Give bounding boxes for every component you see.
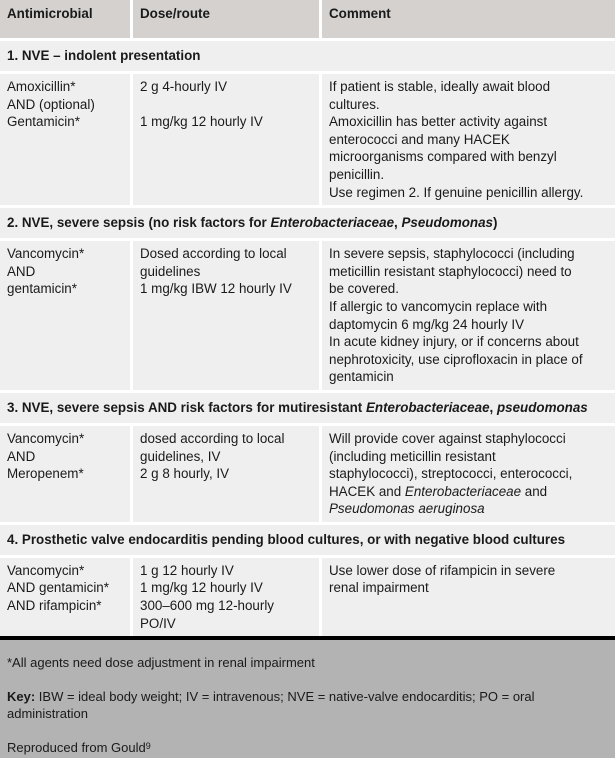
comment-line: Use lower dose of rifampicin in severe bbox=[329, 562, 556, 578]
dose-line: 2 g 4-hourly IV bbox=[140, 79, 228, 94]
comment-line: In severe sepsis, staphylococci (including bbox=[329, 246, 575, 262]
dose-cell bbox=[133, 558, 319, 636]
drug-line: AND gentamicin* bbox=[7, 580, 109, 596]
antimicrobial-cell bbox=[0, 241, 130, 390]
comment-line: enterococci and many HACEK bbox=[329, 131, 510, 147]
drug-line: Vancomycin* bbox=[7, 430, 85, 446]
table-row bbox=[0, 558, 615, 636]
comment-line: meticillin resistant staphylococci) need to bbox=[329, 263, 572, 279]
dose-cell bbox=[133, 426, 319, 522]
dose-line: guidelines bbox=[140, 263, 201, 279]
dose-line: 2 g 8 hourly, IV bbox=[140, 466, 230, 482]
comment-line: If patient is stable, ideally await blood bbox=[329, 79, 551, 94]
comment-line: If allergic to vancomycin replace with bbox=[329, 298, 548, 314]
drug-line: AND bbox=[7, 448, 36, 464]
comment-line: Amoxicillin has better activity against bbox=[329, 114, 548, 130]
drug-line: Gentamicin* bbox=[7, 114, 80, 130]
table-row bbox=[0, 241, 615, 390]
comment-line: Will provide cover against staphylococci bbox=[329, 430, 566, 446]
comment-cell bbox=[322, 74, 615, 205]
comment-line: HACEK and Enterobacteriaceae and bbox=[329, 483, 548, 499]
drug-line: Vancomycin* bbox=[7, 246, 85, 262]
comment-line: daptomycin 6 mg/kg 24 hourly IV bbox=[329, 316, 525, 332]
abbreviation-key: Key: IBW = ideal body weight; IV = intravenous; NVE = native-valve endocarditis; PO = oral administration bbox=[7, 689, 535, 722]
dose-line: 1 mg/kg 12 hourly IV bbox=[140, 580, 263, 596]
comment-line: renal impairment bbox=[329, 580, 429, 596]
antimicrobial-cell bbox=[0, 426, 130, 522]
dose-line: dosed according to local bbox=[140, 430, 285, 446]
table-footer bbox=[0, 640, 615, 758]
drug-line: Vancomycin* bbox=[7, 562, 85, 578]
comment-line: penicillin. bbox=[329, 166, 385, 182]
comment-cell bbox=[322, 558, 615, 636]
table-header bbox=[0, 0, 615, 38]
drug-line: AND bbox=[7, 263, 36, 279]
drug-line: gentamicin* bbox=[7, 281, 77, 297]
dose-line: PO/IV bbox=[140, 615, 176, 631]
comment-line: microorganisms compared with benzyl bbox=[329, 149, 557, 165]
dose-line: 1 mg/kg 12 hourly IV bbox=[140, 114, 263, 130]
drug-line: AND (optional) bbox=[7, 96, 95, 112]
section-title-3: 3. NVE, severe sepsis AND risk factors for mutiresistant Enterobacteriaceae, pseudomonas bbox=[0, 393, 615, 423]
comment-line: Pseudomonas aeruginosa bbox=[329, 501, 485, 517]
comment-cell bbox=[322, 426, 615, 522]
comment-line: In acute kidney injury, or if concerns about bbox=[329, 334, 579, 350]
drug-line: AND rifampicin* bbox=[7, 598, 102, 614]
antimicrobial-cell bbox=[0, 558, 130, 636]
header-antimicrobial: Antimicrobial bbox=[0, 0, 130, 38]
antimicrobial-cell bbox=[0, 74, 130, 205]
section-title-1: 1. NVE – indolent presentation bbox=[0, 41, 615, 71]
dose-cell bbox=[133, 241, 319, 390]
section-title-4: 4. Prosthetic valve endocarditis pending blood cultures, or with negative blood cultures bbox=[0, 525, 615, 555]
header-comment: Comment bbox=[322, 0, 615, 38]
dose-line: 1 mg/kg IBW 12 hourly IV bbox=[140, 281, 292, 297]
dose-line: 300–600 mg 12-hourly bbox=[140, 598, 274, 614]
footnote-renal: *All agents need dose adjustment in renal impairment bbox=[7, 655, 315, 671]
table-row bbox=[0, 74, 615, 205]
comment-line: be covered. bbox=[329, 281, 399, 297]
comment-line: gentamicin bbox=[329, 369, 394, 385]
drug-line: Meropenem* bbox=[7, 466, 84, 482]
comment-line: nephrotoxicity, use ciprofloxacin in place of bbox=[329, 351, 583, 367]
header-dose-route: Dose/route bbox=[133, 0, 319, 38]
comment-line: Use regimen 2. If genuine penicillin allergy. bbox=[329, 184, 584, 200]
drug-line: Amoxicillin* bbox=[7, 79, 76, 94]
dose-line: Dosed according to local bbox=[140, 246, 287, 262]
comment-line: (including meticillin resistant bbox=[329, 448, 496, 464]
comment-cell bbox=[322, 241, 615, 390]
comment-line: staphylococci), streptococci, enterococci, bbox=[329, 466, 573, 482]
section-title-2: 2. NVE, severe sepsis (no risk factors for Enterobacteriaceae, Pseudomonas) bbox=[0, 208, 615, 238]
dose-line: 1 g 12 hourly IV bbox=[140, 562, 234, 578]
dose-line: guidelines, IV bbox=[140, 448, 221, 464]
source-citation: Reproduced from Gould$^9$ bbox=[7, 740, 151, 756]
table-row bbox=[0, 426, 615, 522]
dose-cell bbox=[133, 74, 319, 205]
comment-line: cultures. bbox=[329, 96, 380, 112]
